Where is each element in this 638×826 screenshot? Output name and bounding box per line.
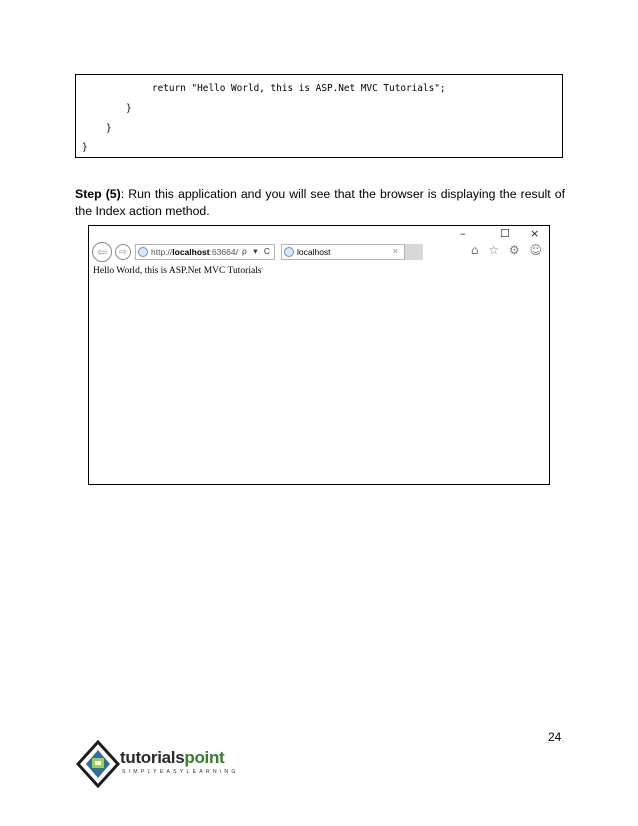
minimize-icon[interactable]: – bbox=[460, 227, 466, 240]
step-label: Step (5) bbox=[75, 187, 121, 201]
tab-close-icon[interactable]: × bbox=[392, 246, 398, 256]
code-line: } bbox=[106, 123, 112, 134]
step-paragraph bbox=[75, 186, 565, 220]
new-tab-button[interactable] bbox=[405, 244, 423, 260]
step-text: : Run this application and you will see that the browser is displaying the result of the Index action method. bbox=[75, 187, 565, 218]
page-content-text: Hello World, this is ASP.Net MVC Tutorials bbox=[93, 266, 262, 276]
logo-wordmark: tutorialspoint bbox=[120, 748, 225, 767]
ie-page-icon bbox=[138, 247, 148, 257]
code-block bbox=[75, 74, 563, 158]
browser-tab[interactable] bbox=[281, 244, 405, 260]
url-prefix: http:// bbox=[151, 247, 173, 257]
code-line: } bbox=[82, 142, 88, 153]
tutorialspoint-logo bbox=[76, 738, 256, 790]
maximize-icon[interactable]: ☐ bbox=[500, 227, 510, 240]
url-host: localhost bbox=[172, 247, 210, 257]
code-line: return "Hello World, this is ASP.Net MVC Tutorials"; bbox=[152, 83, 446, 94]
logo-emblem-icon bbox=[76, 738, 124, 790]
url-port: :63664/ bbox=[209, 247, 238, 257]
address-bar[interactable] bbox=[135, 244, 275, 260]
tab-page-icon bbox=[284, 247, 294, 257]
back-arrow-icon: ⇦ bbox=[96, 245, 108, 259]
code-line: } bbox=[126, 103, 132, 114]
title-bar bbox=[89, 226, 549, 240]
page-number: 24 bbox=[548, 730, 562, 744]
forward-arrow-icon: ⇨ bbox=[118, 246, 128, 258]
tab-title: localhost bbox=[297, 247, 331, 257]
back-button[interactable] bbox=[92, 242, 112, 262]
browser-window-screenshot bbox=[88, 225, 550, 485]
logo-tagline: SIMPLYEASYLEARNING bbox=[122, 769, 239, 775]
search-refresh-icon[interactable]: ρ ▾ C bbox=[242, 246, 272, 256]
close-icon[interactable]: × bbox=[530, 227, 540, 240]
forward-button[interactable] bbox=[115, 244, 131, 260]
toolbar-icons[interactable]: ⌂ ☆ ⚙ ☺ bbox=[470, 243, 545, 257]
